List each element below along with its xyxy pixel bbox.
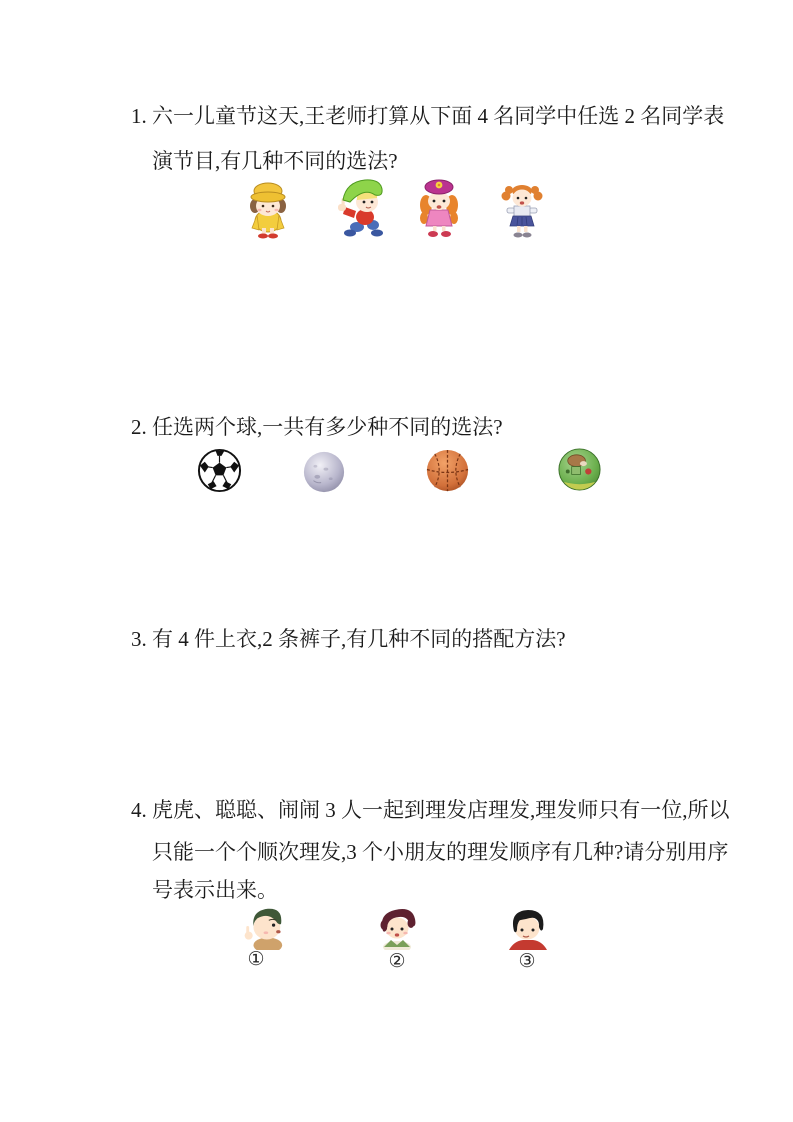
question-3-line-1: 有 4 件上衣,2 条裤子,有几种不同的搭配方法? [152, 627, 566, 651]
question-4-line-3: 号表示出来。 [152, 878, 278, 902]
student-girl-pigtails-image [500, 181, 544, 239]
question-4-number: 4. [131, 798, 147, 822]
barber-kid-3-label: ③ [518, 951, 536, 972]
question-2-line-1: 任选两个球,一共有多少种不同的选法? [152, 415, 503, 439]
question-1-line-2: 演节目,有几种不同的选法? [152, 149, 398, 173]
barber-kid-3-image [504, 906, 550, 950]
question-1-number: 1. [131, 104, 147, 128]
question-4-line-1: 虎虎、聪聪、闹闹 3 人一起到理发店理发,理发师只有一位,所以 [152, 798, 730, 822]
barber-kid-1-image [238, 904, 290, 950]
soccer-ball-image [196, 447, 243, 494]
question-4-line-2: 只能一个个顺次理发,3 个小朋友的理发顺序有几种?请分别用序 [152, 840, 729, 864]
student-girl-beret-image [412, 177, 466, 239]
student-girl-yellow-hat-image [243, 181, 293, 239]
question-2-number: 2. [131, 415, 147, 439]
student-boy-green-hat-image [333, 177, 393, 239]
basketball-image [424, 447, 471, 494]
barber-kid-2-label: ② [388, 951, 406, 972]
question-3-number: 3. [131, 627, 147, 651]
question-1-line-1: 六一儿童节这天,王老师打算从下面 4 名同学中任选 2 名同学表 [152, 104, 725, 128]
gray-ball-image [302, 450, 346, 494]
barber-kid-2-image [374, 906, 420, 950]
green-toy-ball-image [556, 446, 603, 493]
barber-kid-1-label: ① [247, 949, 265, 970]
